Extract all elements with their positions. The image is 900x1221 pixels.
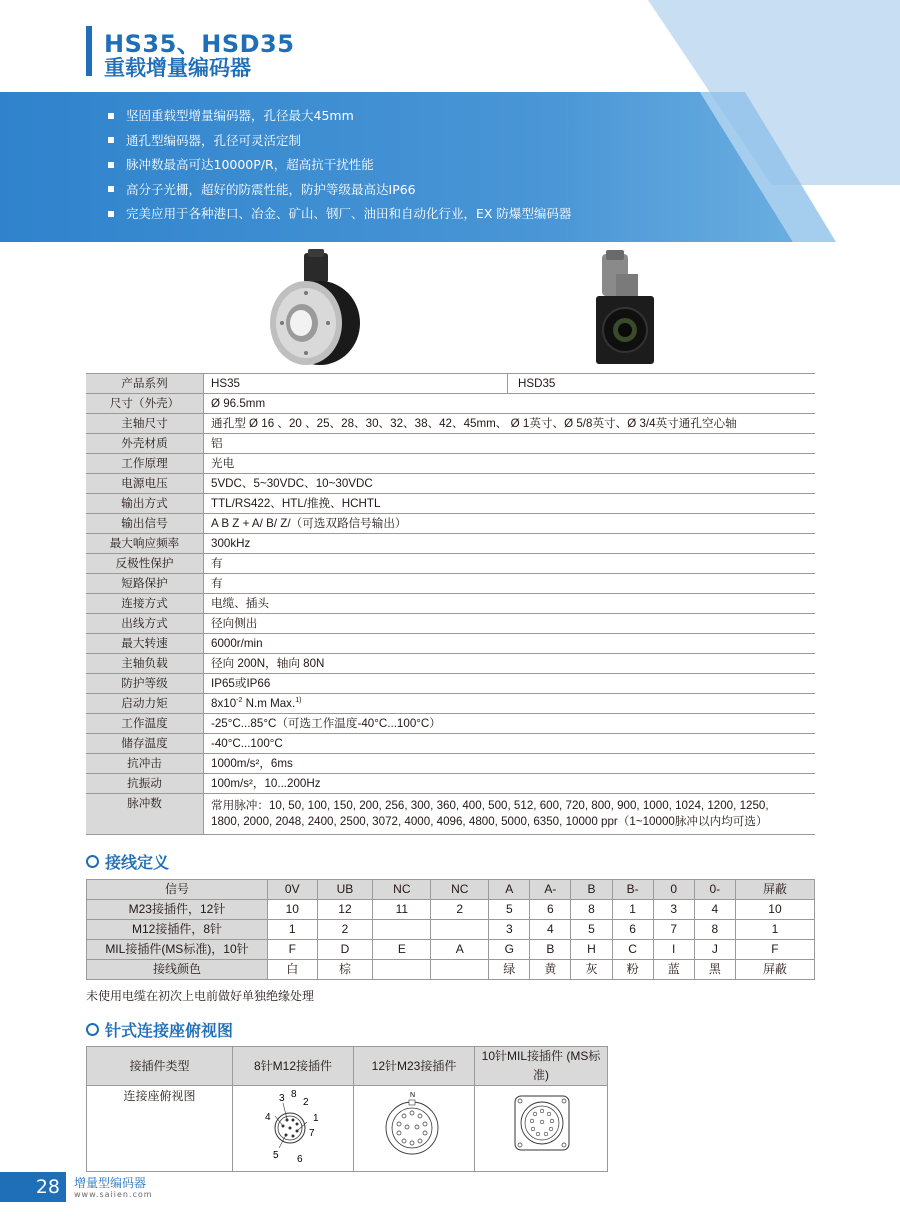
table-row bbox=[87, 960, 815, 980]
page-subtitle: 重载增量编码器 bbox=[104, 56, 251, 80]
connector-col-m12: 8针M12接插件 bbox=[233, 1047, 354, 1086]
table-row bbox=[87, 1047, 608, 1086]
spec-label: 主轴负载 bbox=[86, 654, 204, 674]
wiring-note: 未使用电缆在初次上电前做好单独绝缘处理 bbox=[86, 989, 315, 1003]
table-row bbox=[86, 654, 815, 674]
spec-label: 出线方式 bbox=[86, 614, 204, 634]
signal-cell: 0- bbox=[694, 880, 735, 900]
signal-cell: UB bbox=[317, 880, 373, 900]
pin-cell: F bbox=[735, 940, 814, 960]
hsd35-product-image bbox=[592, 246, 662, 371]
pin-cell: 10 bbox=[735, 900, 814, 920]
spec-label: 工作原理 bbox=[86, 454, 204, 474]
table-row bbox=[86, 534, 815, 554]
spec-label: 工作温度 bbox=[86, 714, 204, 734]
pin-cell: 10 bbox=[268, 900, 318, 920]
connector-heading: 针式连接座俯视图 bbox=[86, 1018, 233, 1041]
table-row bbox=[86, 794, 815, 835]
spec-label: 输出方式 bbox=[86, 494, 204, 514]
bullet-icon bbox=[108, 113, 114, 119]
pin-cell: 7 bbox=[653, 920, 694, 940]
wiring-heading: 接线定义 bbox=[86, 850, 169, 873]
color-cell: 粉 bbox=[612, 960, 653, 980]
spec-label: 外壳材质 bbox=[86, 434, 204, 454]
bullet-icon bbox=[108, 137, 114, 143]
pin-cell: E bbox=[373, 940, 431, 960]
spec-label: 脉冲数 bbox=[86, 794, 204, 835]
spec-value: 径向 200N，轴向 80N bbox=[204, 654, 816, 674]
row-label: 接线颜色 bbox=[87, 960, 268, 980]
wiring-header-label: 信号 bbox=[87, 880, 268, 900]
color-cell: 绿 bbox=[489, 960, 530, 980]
table-row bbox=[86, 474, 815, 494]
m12-diagram-cell bbox=[233, 1086, 354, 1172]
pin-cell: 2 bbox=[431, 900, 489, 920]
spec-label: 短路保护 bbox=[86, 574, 204, 594]
spec-label: 连接方式 bbox=[86, 594, 204, 614]
color-cell: 蓝 bbox=[653, 960, 694, 980]
spec-value: 有 bbox=[204, 554, 816, 574]
table-row bbox=[86, 674, 815, 694]
spec-value: 300kHz bbox=[204, 534, 816, 554]
page-number: 28 bbox=[0, 1172, 66, 1202]
signal-cell: B bbox=[571, 880, 612, 900]
table-row bbox=[86, 374, 815, 394]
m23-diagram-cell bbox=[354, 1086, 475, 1172]
table-row bbox=[86, 594, 815, 614]
m12-pin-label: 4 bbox=[265, 1112, 271, 1123]
spec-value: TTL/RS422、HTL/推挽、HCHTL bbox=[204, 494, 816, 514]
table-row bbox=[86, 694, 815, 714]
pin-cell: F bbox=[268, 940, 318, 960]
spec-label: 产品系列 bbox=[86, 374, 204, 394]
pin-cell: H bbox=[571, 940, 612, 960]
color-cell: 棕 bbox=[317, 960, 373, 980]
mil-connector-diagram bbox=[491, 1086, 591, 1168]
pin-cell: 1 bbox=[735, 920, 814, 940]
spec-value: 电缆、插头 bbox=[204, 594, 816, 614]
color-cell bbox=[431, 960, 489, 980]
spec-label: 尺寸（外壳） bbox=[86, 394, 204, 414]
signal-cell: A bbox=[489, 880, 530, 900]
spec-value: 光电 bbox=[204, 454, 816, 474]
pin-cell: 12 bbox=[317, 900, 373, 920]
bullet-icon bbox=[108, 211, 114, 217]
spec-value: 5VDC、5~30VDC、10~30VDC bbox=[204, 474, 816, 494]
pin-cell: 1 bbox=[612, 900, 653, 920]
pin-cell: 8 bbox=[571, 900, 612, 920]
spec-value: 通孔型 Ø 16 、20 、25、28、30、32、38、42、45mm、 Ø 1英寸、Ø 5/8英寸、Ø 3/4英寸通孔空心轴 bbox=[204, 414, 816, 434]
row-label: MIL接插件(MS标准)，10针 bbox=[87, 940, 268, 960]
pin-cell: J bbox=[694, 940, 735, 960]
signal-cell: A- bbox=[530, 880, 571, 900]
connector-col-m23: 12针M23接插件 bbox=[354, 1047, 475, 1086]
pin-cell: B bbox=[530, 940, 571, 960]
spec-label: 主轴尺寸 bbox=[86, 414, 204, 434]
table-row bbox=[86, 454, 815, 474]
spec-value: 有 bbox=[204, 574, 816, 594]
spec-value-hsd35: HSD35 bbox=[508, 374, 816, 394]
color-cell: 白 bbox=[268, 960, 318, 980]
wiring-table bbox=[86, 879, 815, 980]
table-row bbox=[86, 754, 815, 774]
connector-table bbox=[86, 1046, 608, 1172]
table-row bbox=[87, 1086, 608, 1172]
color-cell: 屏蔽 bbox=[735, 960, 814, 980]
pin-cell: A bbox=[431, 940, 489, 960]
m12-pin-label: 6 bbox=[297, 1154, 303, 1165]
m23-key-label: N bbox=[410, 1092, 416, 1099]
spec-value: 1000m/s²，6ms bbox=[204, 754, 816, 774]
spec-table bbox=[86, 373, 815, 835]
hs35-product-image bbox=[262, 245, 362, 370]
signal-cell: NC bbox=[431, 880, 489, 900]
pin-cell bbox=[431, 920, 489, 940]
bullet-icon bbox=[108, 162, 114, 168]
pin-cell: G bbox=[489, 940, 530, 960]
pin-cell: 11 bbox=[373, 900, 431, 920]
pin-cell bbox=[373, 920, 431, 940]
color-cell: 黑 bbox=[694, 960, 735, 980]
color-cell: 黄 bbox=[530, 960, 571, 980]
spec-label: 输出信号 bbox=[86, 514, 204, 534]
circle-icon bbox=[86, 855, 99, 868]
table-row bbox=[86, 514, 815, 534]
spec-label: 电源电压 bbox=[86, 474, 204, 494]
footnote-mark: 1) bbox=[295, 697, 302, 704]
spec-value-hs35: HS35 bbox=[204, 374, 508, 394]
table-row bbox=[86, 574, 815, 594]
spec-value: 6000r/min bbox=[204, 634, 816, 654]
signal-cell: NC bbox=[373, 880, 431, 900]
feature-item: 脉冲数最高可达10000P/R，超高抗干扰性能 bbox=[108, 153, 571, 178]
spec-value: 铝 bbox=[204, 434, 816, 454]
page-title: HS35、HSD35 bbox=[104, 30, 295, 58]
signal-cell: 0V bbox=[268, 880, 318, 900]
pin-cell: 2 bbox=[317, 920, 373, 940]
spec-value: 径向侧出 bbox=[204, 614, 816, 634]
pin-cell: 3 bbox=[653, 900, 694, 920]
m12-pin-label: 7 bbox=[309, 1128, 315, 1139]
pin-cell: 4 bbox=[530, 920, 571, 940]
pin-cell: 5 bbox=[571, 920, 612, 940]
table-row bbox=[86, 774, 815, 794]
pin-cell: 6 bbox=[612, 920, 653, 940]
feature-item: 高分子光栅，超好的防震性能，防护等级最高达IP66 bbox=[108, 178, 571, 203]
spec-label: 储存温度 bbox=[86, 734, 204, 754]
m12-pin-label: 1 bbox=[313, 1113, 319, 1124]
table-row bbox=[86, 614, 815, 634]
spec-label: 最大响应频率 bbox=[86, 534, 204, 554]
pin-cell: C bbox=[612, 940, 653, 960]
feature-item: 完美应用于各种港口、冶金、矿山、钢厂、油田和自动化行业，EX 防爆型编码器 bbox=[108, 202, 571, 227]
feature-item: 通孔型编码器，孔径可灵活定制 bbox=[108, 129, 571, 154]
spec-value: A B Z + A/ B/ Z/（可选双路信号输出） bbox=[204, 514, 816, 534]
table-row bbox=[87, 940, 815, 960]
m23-connector-diagram bbox=[364, 1086, 464, 1168]
color-cell bbox=[373, 960, 431, 980]
table-row bbox=[86, 634, 815, 654]
signal-cell: 屏蔽 bbox=[735, 880, 814, 900]
table-row bbox=[86, 414, 815, 434]
m12-pin-label: 5 bbox=[273, 1150, 279, 1161]
mil-diagram-cell bbox=[475, 1086, 608, 1172]
title-accent-bar bbox=[86, 26, 92, 76]
table-row bbox=[86, 434, 815, 454]
bullet-icon bbox=[108, 186, 114, 192]
table-row bbox=[87, 920, 815, 940]
m12-pin-label: 2 bbox=[303, 1097, 309, 1108]
circle-icon bbox=[86, 1023, 99, 1036]
table-row bbox=[86, 394, 815, 414]
pin-cell: 5 bbox=[489, 900, 530, 920]
pin-cell: 1 bbox=[268, 920, 318, 940]
pin-cell: 3 bbox=[489, 920, 530, 940]
spec-label: 抗冲击 bbox=[86, 754, 204, 774]
spec-label: 防护等级 bbox=[86, 674, 204, 694]
connector-type-label: 接插件类型 bbox=[87, 1047, 233, 1086]
footer-website: www.saiien.com bbox=[74, 1190, 153, 1199]
feature-list bbox=[108, 104, 571, 227]
connector-col-mil: 10针MIL接插件 (MS标准) bbox=[475, 1047, 608, 1086]
spec-value-torque: $8x10^{-2}$ N.m Max.$^{1)}$ bbox=[204, 694, 816, 714]
table-row bbox=[86, 734, 815, 754]
pin-cell: I bbox=[653, 940, 694, 960]
table-row bbox=[87, 900, 815, 920]
m12-connector-diagram bbox=[243, 1086, 343, 1168]
table-row bbox=[86, 554, 815, 574]
table-row bbox=[86, 714, 815, 734]
spec-value: -25°C...85°C（可选工作温度-40°C...100°C） bbox=[204, 714, 816, 734]
signal-cell: B- bbox=[612, 880, 653, 900]
m12-pin-label: 3 bbox=[279, 1093, 285, 1104]
pin-cell: 4 bbox=[694, 900, 735, 920]
row-label: M23接插件，12针 bbox=[87, 900, 268, 920]
table-row bbox=[86, 494, 815, 514]
spec-value: -40°C...100°C bbox=[204, 734, 816, 754]
color-cell: 灰 bbox=[571, 960, 612, 980]
signal-cell: 0 bbox=[653, 880, 694, 900]
table-row bbox=[87, 880, 815, 900]
spec-label: 最大转速 bbox=[86, 634, 204, 654]
pin-cell: 6 bbox=[530, 900, 571, 920]
m12-pin-label: 8 bbox=[291, 1089, 297, 1100]
pin-cell: D bbox=[317, 940, 373, 960]
row-label: M12接插件，8针 bbox=[87, 920, 268, 940]
spec-label: 启动力矩 bbox=[86, 694, 204, 714]
pin-cell: 8 bbox=[694, 920, 735, 940]
spec-value-pulses: 常用脉冲：10, 50, 100, 150, 200, 256, 300, 360, 400, 500, 512, 600, 720, 800, 900, 1000, 1024, 1200, 1250, 1800, 2000, 2048, 2400, 2500, 3072, 4000, 4096, 4800, 5000, 6350, 10000 ppr（1~10000脉冲以内均可选） bbox=[204, 794, 816, 835]
connector-view-label: 连接座俯视图 bbox=[87, 1086, 233, 1172]
spec-value: 100m/s²，10...200Hz bbox=[204, 774, 816, 794]
spec-label: 抗振动 bbox=[86, 774, 204, 794]
footer-category: 增量型编码器 bbox=[74, 1176, 147, 1190]
spec-value: Ø 96.5mm bbox=[204, 394, 816, 414]
feature-item: 坚固重载型增量编码器，孔径最大45mm bbox=[108, 104, 571, 129]
spec-label: 反极性保护 bbox=[86, 554, 204, 574]
spec-value: IP65或IP66 bbox=[204, 674, 816, 694]
